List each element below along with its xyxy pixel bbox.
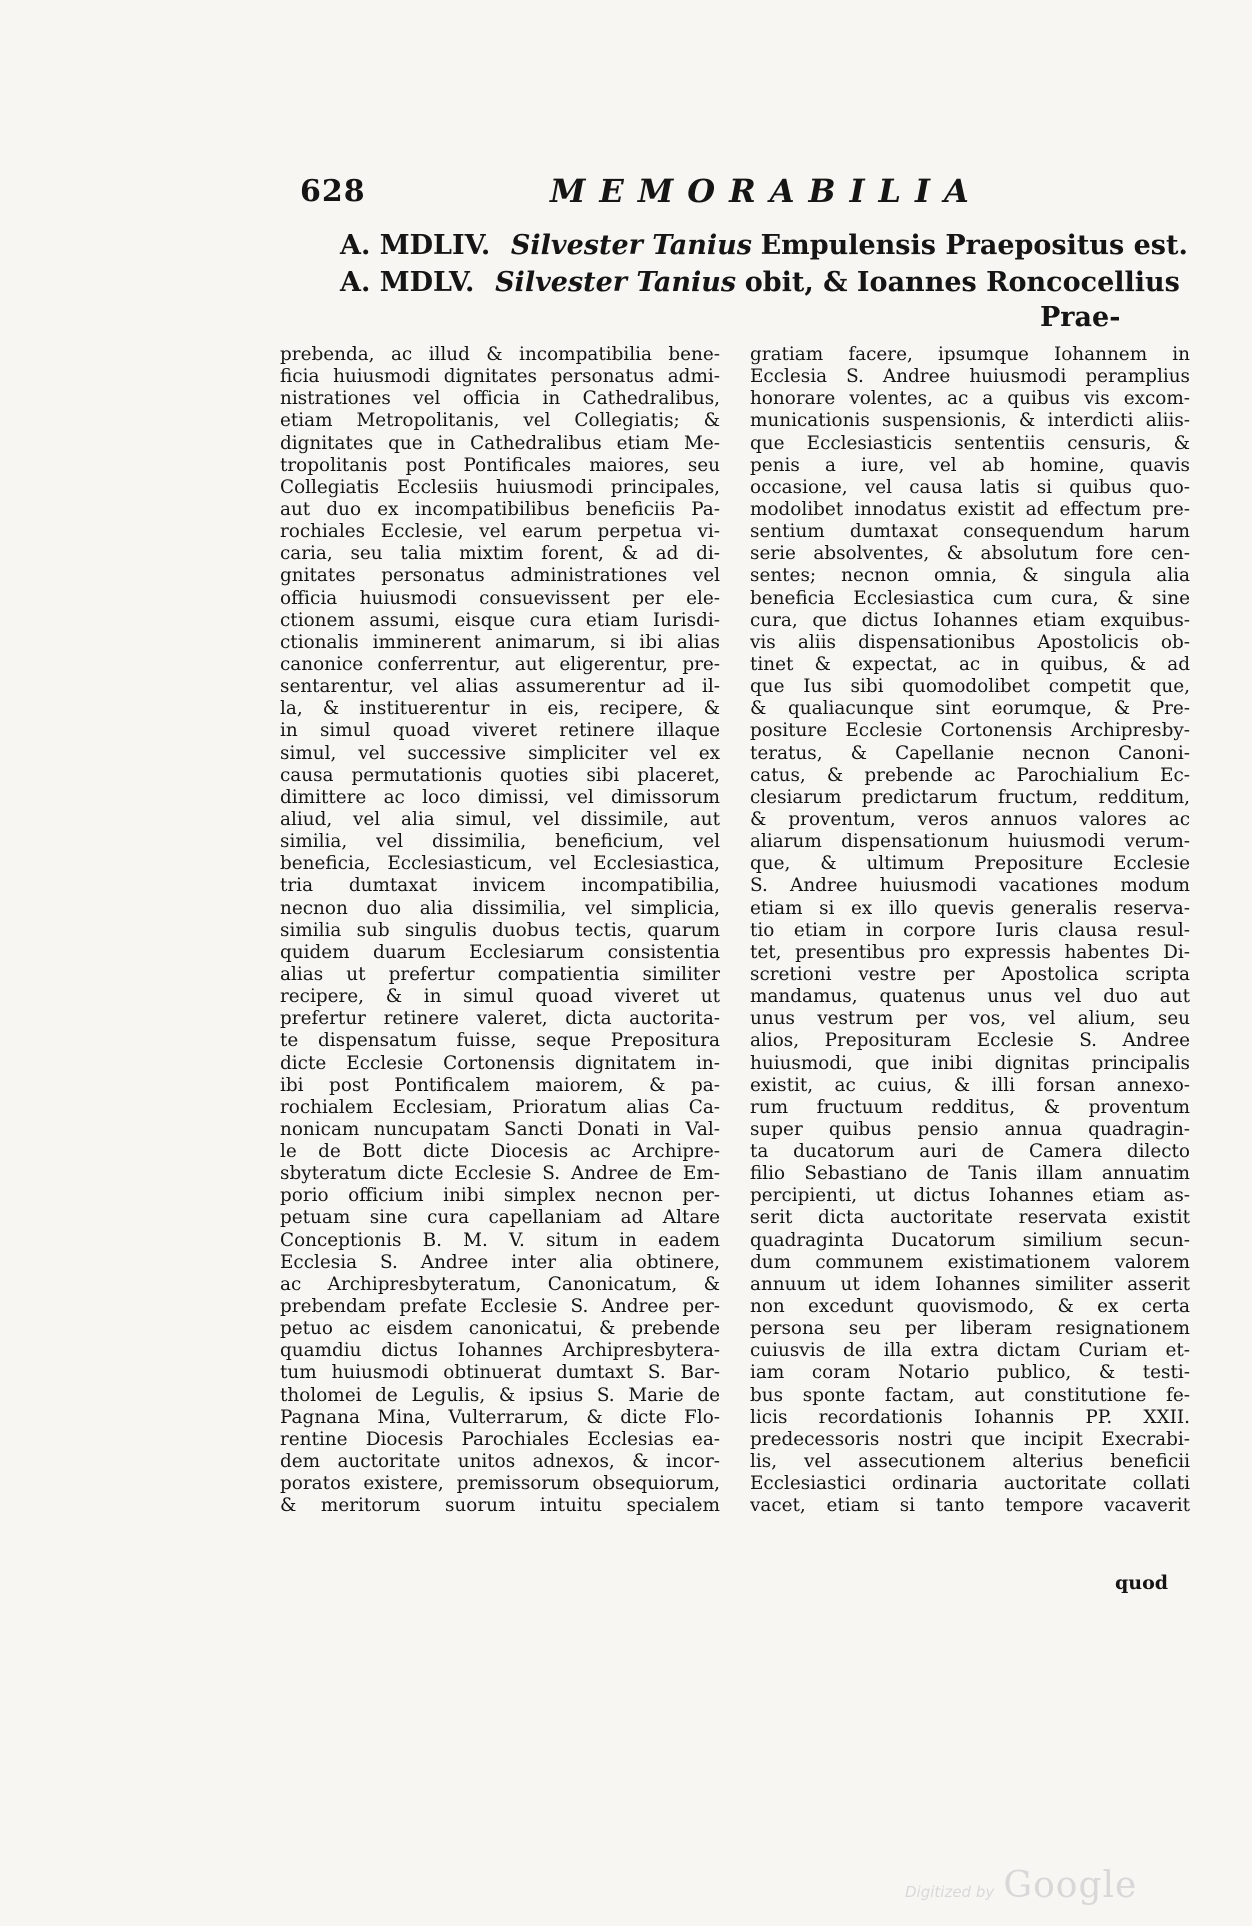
entry-text: Empulensis Praepositus est. (760, 230, 1188, 261)
text-line: aliarum dispensationum huiusmodi verum- (750, 831, 1190, 853)
entry-name: Silvester Tanius (495, 267, 737, 298)
text-line: etiam Metropolitanis, vel Collegiatis; & (280, 410, 720, 432)
catchword: quod (1115, 1572, 1169, 1594)
text-line: & proventum, veros annuos valores ac (750, 808, 1190, 830)
text-line: & meritorum suorum intuitu specialem (280, 1495, 720, 1517)
text-line: ctionalis imminerent animarum, si ibi alias (280, 631, 720, 653)
text-line: rochiales Ecclesie, vel earum perpetua vi- (280, 521, 720, 543)
text-line: prebenda, ac illud & incompatibilia bene- (280, 344, 720, 365)
text-line: te dispensatum fuisse, seque Prepositura (280, 1030, 720, 1052)
digitization-watermark (905, 1865, 1137, 1906)
text-line: municationis suspensionis, & interdicti aliis- (750, 410, 1190, 432)
text-line: necnon duo alia dissimilia, vel simplicia, (280, 897, 720, 919)
text-line: ibi post Pontificalem maiorem, & pa- (280, 1074, 720, 1096)
text-line: rum fructuum redditus, & proventum (750, 1096, 1190, 1118)
text-line: que Ius sibi quomodolibet competit que, (750, 676, 1190, 698)
text-line: unus vestrum per vos, vel alium, seu (750, 1008, 1190, 1030)
text-line: tum huiusmodi obtinuerat dumtaxt S. Bar- (280, 1362, 720, 1384)
text-line: beneficia Ecclesiastica cum cura, & sine (750, 587, 1190, 609)
text-line: in simul quoad viveret retinere illaque (280, 720, 720, 742)
text-line: tropolitanis post Pontificales maiores, seu (280, 454, 720, 476)
text-line: porio officium inibi simplex necnon per- (280, 1185, 720, 1207)
text-line: ac Archipresbyteratum, Canonicatum, & (280, 1273, 720, 1295)
text-line: bus sponte factam, aut constitutione fe- (750, 1384, 1190, 1406)
running-title: MEMORABILIA (550, 172, 983, 210)
text-line: la, & instituerentur in eis, recipere, & (280, 698, 720, 720)
entry-year: A. MDLIV. (340, 230, 491, 261)
right-text-column (750, 344, 1190, 1517)
text-line: non excedunt quovismodo, & ex certa (750, 1296, 1190, 1318)
chronicle-entry (340, 230, 1188, 261)
chronicle-entry (340, 267, 1180, 298)
text-line: gratiam facere, ipsumque Iohannem in (750, 344, 1190, 365)
text-line: que, & ultimum Prepositure Ecclesie (750, 853, 1190, 875)
text-line: gnitates personatus administrationes vel (280, 565, 720, 587)
text-line: Pagnana Mina, Vulterrarum, & dicte Flo- (280, 1406, 720, 1428)
text-line: ficia huiusmodi dignitates personatus admi- (280, 366, 720, 388)
text-line: mandamus, quatenus unus vel duo aut (750, 986, 1190, 1008)
text-line: aut duo ex incompatibilibus beneficiis Pa- (280, 498, 720, 520)
text-line: prefertur retinere valeret, dicta auctorita- (280, 1008, 720, 1030)
text-line: similia sub singulis duobus tectis, quarum (280, 919, 720, 941)
text-line: rochialem Ecclesiam, Prioratum alias Ca- (280, 1096, 720, 1118)
text-line: licis recordationis Iohannis PP. XXII. (750, 1406, 1190, 1428)
text-line: quidem duarum Ecclesiarum consistentia (280, 941, 720, 963)
text-line: penis a iure, vel ab homine, quavis (750, 454, 1190, 476)
text-line: aliud, vel alia simul, vel dissimile, aut (280, 808, 720, 830)
text-line: tria dumtaxat invicem incompatibilia, (280, 875, 720, 897)
text-line: etiam si ex illo quevis generalis reserva- (750, 897, 1190, 919)
text-line: simul, vel successive simpliciter vel ex (280, 742, 720, 764)
text-line: tinet & expectat, ac in quibus, & ad (750, 653, 1190, 675)
text-line: dicte Ecclesie Cortonensis dignitatem in- (280, 1052, 720, 1074)
text-line: honorare volentes, ac a quibus vis excom- (750, 388, 1190, 410)
text-line: catus, & prebende ac Parochialium Ec- (750, 764, 1190, 786)
text-line: sentes; necnon omnia, & singula alia (750, 565, 1190, 587)
text-line: clesiarum predictarum fructum, redditum, (750, 786, 1190, 808)
watermark-brand: Google (1003, 1865, 1138, 1906)
text-line: annuum ut idem Iohannes similiter asserit (750, 1273, 1190, 1295)
text-line: officia huiusmodi consuevissent per ele- (280, 587, 720, 609)
text-line: similia, vel dissimilia, beneficium, vel (280, 831, 720, 853)
text-line: beneficia, Ecclesiasticum, vel Ecclesiastica, (280, 853, 720, 875)
text-line: Conceptionis B. M. V. situm in eadem (280, 1229, 720, 1251)
text-line: positure Ecclesie Cortonensis Archipresby- (750, 720, 1190, 742)
text-line: lis, vel assecutionem alterius beneficii (750, 1451, 1190, 1473)
text-line: tio etiam in corpore Iuris clausa resul- (750, 919, 1190, 941)
text-line: modolibet innodatus existit ad effectum pre- (750, 498, 1190, 520)
text-line: occasione, vel causa latis si quibus quo- (750, 476, 1190, 498)
text-line: tet, presentibus pro expressis habentes Di- (750, 941, 1190, 963)
text-line: dem auctoritate unitos adnexos, & incor- (280, 1451, 720, 1473)
text-line: prebendam prefate Ecclesie S. Andree per- (280, 1296, 720, 1318)
text-line: S. Andree huiusmodi vacationes modum (750, 875, 1190, 897)
text-line: Ecclesia S. Andree huiusmodi peramplius (750, 366, 1190, 388)
text-line: huiusmodi, que inibi dignitas principalis (750, 1052, 1190, 1074)
running-head (300, 172, 1020, 222)
entry-year: A. MDLV. (340, 267, 475, 298)
text-line: Collegiatis Ecclesiis huiusmodi principales, (280, 476, 720, 498)
text-line: canonice conferrentur, aut eligerentur, pre- (280, 653, 720, 675)
text-line: dum communem existimationem valorem (750, 1251, 1190, 1273)
text-line: percipienti, ut dictus Iohannes etiam as- (750, 1185, 1190, 1207)
text-line: recipere, & in simul quoad viveret ut (280, 986, 720, 1008)
text-line: nistrationes vel officia in Cathedralibus, (280, 388, 720, 410)
text-line: alias ut prefertur compatientia similiter (280, 963, 720, 985)
text-line: petuam sine cura capellaniam ad Altare (280, 1207, 720, 1229)
text-line: causa permutationis quoties sibi placeret, (280, 764, 720, 786)
text-line: scretioni vestre per Apostolica scripta (750, 963, 1190, 985)
text-line: le de Bott dicte Diocesis ac Archipre- (280, 1141, 720, 1163)
text-line: quamdiu dictus Iohannes Archipresbytera- (280, 1340, 720, 1362)
text-line: dignitates que in Cathedralibus etiam Me- (280, 432, 720, 454)
text-line: alios, Preposituram Ecclesie S. Andree (750, 1030, 1190, 1052)
text-line: sentium dumtaxat consequendum harum (750, 521, 1190, 543)
text-line: Ecclesiastici ordinaria auctoritate collati (750, 1473, 1190, 1495)
text-line: filio Sebastiano de Tanis illam annuatim (750, 1163, 1190, 1185)
text-line: sentarentur, vel alias assumerentur ad il- (280, 676, 720, 698)
text-line: serie absolventes, & absolutum fore cen- (750, 543, 1190, 565)
text-line: rentine Diocesis Parochiales Ecclesias ea- (280, 1428, 720, 1450)
text-line: poratos existere, premissorum obsequiorum, (280, 1473, 720, 1495)
text-line: quadraginta Ducatorum similium secun- (750, 1229, 1190, 1251)
text-line: caria, seu talia mixtim forent, & ad di- (280, 543, 720, 565)
text-line: cuiusvis de illa extra dictam Curiam et- (750, 1340, 1190, 1362)
text-line: ta ducatorum auri de Camera dilecto (750, 1141, 1190, 1163)
text-line: vis aliis dispensationibus Apostolicis ob- (750, 631, 1190, 653)
text-line: petuo ac eisdem canonicatui, & prebende (280, 1318, 720, 1340)
entry-name: Silvester Tanius (510, 230, 752, 261)
text-line: cura, que dictus Iohannes etiam exquibus- (750, 609, 1190, 631)
page-number: 628 (300, 174, 366, 209)
left-text-column (280, 344, 720, 1517)
text-line: que Ecclesiasticis sententiis censuris, & (750, 432, 1190, 454)
text-line: Ecclesia S. Andree inter alia obtinere, (280, 1251, 720, 1273)
entry-text: obit, & Ioannes Roncocellius (744, 267, 1180, 298)
text-line: predecessoris nostri que incipit Execrabi- (750, 1428, 1190, 1450)
text-line: nonicam nuncupatam Sancti Donati in Val- (280, 1118, 720, 1140)
text-line: dimittere ac loco dimissi, vel dimissorum (280, 786, 720, 808)
text-line: teratus, & Capellanie necnon Canoni- (750, 742, 1190, 764)
text-line: vacet, etiam si tanto tempore vacaverit (750, 1495, 1190, 1517)
text-line: iam coram Notario publico, & testi- (750, 1362, 1190, 1384)
text-line: super quibus pensio annua quadragin- (750, 1118, 1190, 1140)
text-line: tholomei de Legulis, & ipsius S. Marie de (280, 1384, 720, 1406)
text-line: persona seu per liberam resignationem (750, 1318, 1190, 1340)
watermark-prefix: Digitized by (905, 1883, 995, 1901)
text-line: sbyteratum dicte Ecclesie S. Andree de Em- (280, 1163, 720, 1185)
text-line: & qualiacunque sint eorumque, & Pre- (750, 698, 1190, 720)
text-line: serit dicta auctoritate reservata existit (750, 1207, 1190, 1229)
text-line: existit, ac cuius, & illi forsan annexo- (750, 1074, 1190, 1096)
text-line: ctionem assumi, eisque cura etiam Iurisdi- (280, 609, 720, 631)
continued-word: Prae- (1040, 302, 1121, 333)
